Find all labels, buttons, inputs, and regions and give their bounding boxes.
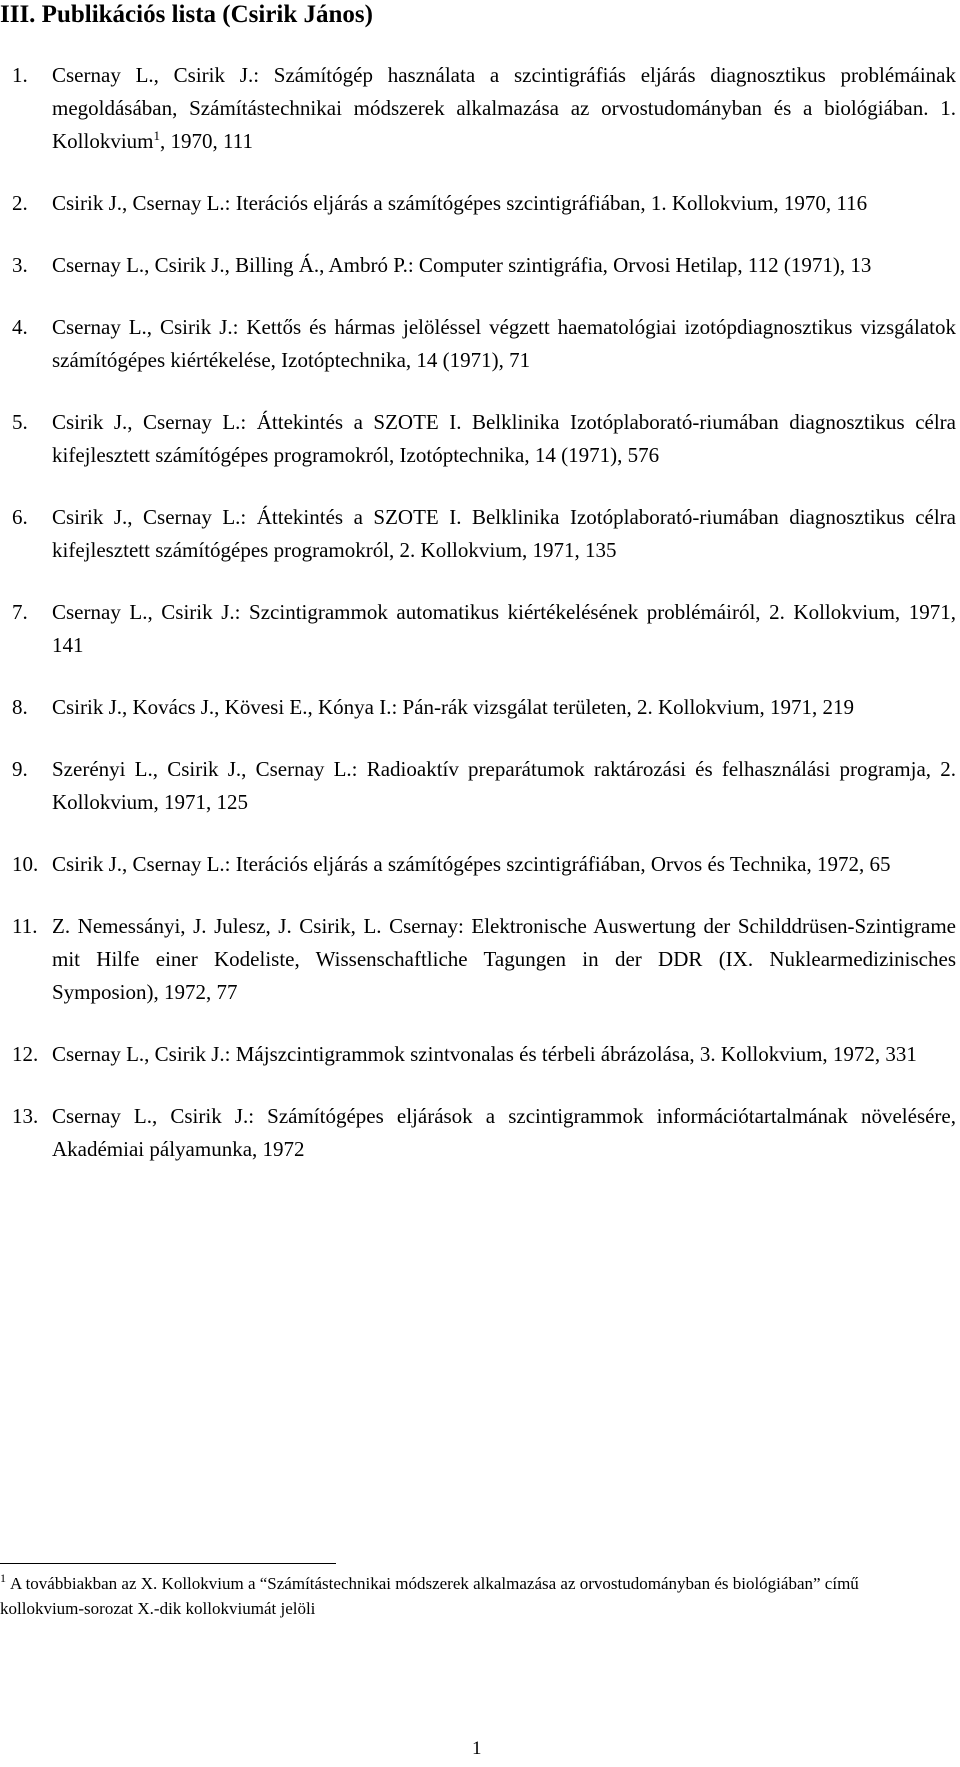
- item-text: Csirik J., Csernay L.: Áttekintés a SZOTE I. Belklinika Izotóplaborató-riumában diagnosztikus célra kifejlesztett számítógépes programokról, 2. Kollokvium, 1971, 135: [52, 505, 956, 562]
- publication-item-2: [12, 187, 956, 220]
- publication-item-5: [12, 406, 956, 472]
- publication-item-12: [12, 1038, 956, 1071]
- item-text-main: Csernay L., Csirik J.: Számítógép használata a szcintigráfiás eljárás diagnosztikus problémáinak megoldásában, Számítástechnikai módszerek alkalmazása az orvostudományban és a biológiában. 1. Kollokvium: [52, 63, 956, 153]
- item-number: 4.: [12, 315, 28, 339]
- publication-item-7: [12, 596, 956, 662]
- page-number: 1: [472, 1738, 482, 1759]
- item-text: Csernay L., Csirik J., Billing Á., Ambró P.: Computer szintigráfia, Orvosi Hetilap, 112 (1971), 13: [52, 253, 872, 277]
- footnote-text: A továbbiakban az X. Kollokvium a “Számítástechnikai módszerek alkalmazása az orvostudományban és biológiában” című kollokvium-sorozat X.-dik kollokviumát jelöli: [0, 1574, 859, 1618]
- publication-item-9: [12, 753, 956, 819]
- item-number: 7.: [12, 600, 28, 624]
- item-text: Csirik J., Csernay L.: Áttekintés a SZOTE I. Belklinika Izotóplaborató-riumában diagnosztikus célra kifejlesztett számítógépes programokról, Izotóptechnika, 14 (1971), 576: [52, 410, 956, 467]
- item-text: Z. Nemessányi, J. Julesz, J. Csirik, L. Csernay: Elektronische Auswertung der Schilddrüsen-Szintigrame mit Hilfe einer Kodeliste, Wissenschaftliche Tagungen in der DDR (IX. Nuklearmedizinisches Symposion), 1972, 77: [52, 914, 956, 1004]
- item-text: Csirik J., Csernay L.: Iterációs eljárás a számítógépes szcintigráfiában, Orvos és Technika, 1972, 65: [52, 852, 891, 876]
- item-text: Szerényi L., Csirik J., Csernay L.: Radioaktív preparátumok raktározási és felhasználási programja, 2. Kollokvium, 1971, 125: [52, 757, 956, 814]
- item-text: Csernay L., Csirik J.: Szcintigrammok automatikus kiértékelésének problémáiról, 2. Kollokvium, 1971, 141: [52, 600, 956, 657]
- item-text: Csernay L., Csirik J.: Számítógépes eljárások a szcintigrammok információtartalmának növelésére, Akadémiai pályamunka, 1972: [52, 1104, 956, 1161]
- publication-item-11: [12, 910, 956, 1009]
- publication-item-4: [12, 311, 956, 377]
- footnote-reference: 1: [153, 128, 161, 143]
- item-number: 6.: [12, 505, 28, 529]
- publication-item-8: [12, 691, 956, 724]
- item-text: Csernay L., Csirik J.: Kettős és hármas jelöléssel végzett haematológiai izotópdiagnosztikus vizsgálatok számítógépes kiértékelése, Izotóptechnika, 14 (1971), 71: [52, 315, 956, 372]
- item-text: Csernay L., Csirik J.: Májszcintigrammok szintvonalas és térbeli ábrázolása, 3. Kollokvium, 1972, 331: [52, 1042, 917, 1066]
- item-number: 8.: [12, 695, 28, 719]
- item-number: 5.: [12, 410, 28, 434]
- item-text: Csirik J., Csernay L.: Iterációs eljárás a számítógépes szcintigráfiában, 1. Kollokvium, 1970, 116: [52, 191, 868, 215]
- page-title: III. Publikációs lista (Csirik János): [0, 1, 373, 28]
- item-number: 13.: [12, 1104, 39, 1128]
- item-text-tail: , 1970, 111: [160, 129, 253, 153]
- item-number: 9.: [12, 757, 28, 781]
- publication-list: [12, 59, 956, 1195]
- publication-item-10: [12, 848, 956, 881]
- publication-item-1: [12, 59, 956, 158]
- publication-item-13: [12, 1100, 956, 1166]
- item-number: 1.: [12, 63, 28, 87]
- item-number: 12.: [12, 1042, 39, 1066]
- footnote-divider: [0, 1563, 336, 1564]
- item-number: 10.: [12, 852, 39, 876]
- item-text: [52, 59, 956, 158]
- item-number: 2.: [12, 191, 28, 215]
- item-number: 11.: [12, 914, 38, 938]
- item-text: Csirik J., Kovács J., Kövesi E., Kónya I.: Pán-rák vizsgálat területen, 2. Kollokvium, 1971, 219: [52, 695, 854, 719]
- footnote: [0, 1571, 860, 1621]
- publication-item-6: [12, 501, 956, 567]
- item-number: 3.: [12, 253, 28, 277]
- publication-item-3: [12, 249, 956, 282]
- footnote-mark: 1: [0, 1571, 6, 1586]
